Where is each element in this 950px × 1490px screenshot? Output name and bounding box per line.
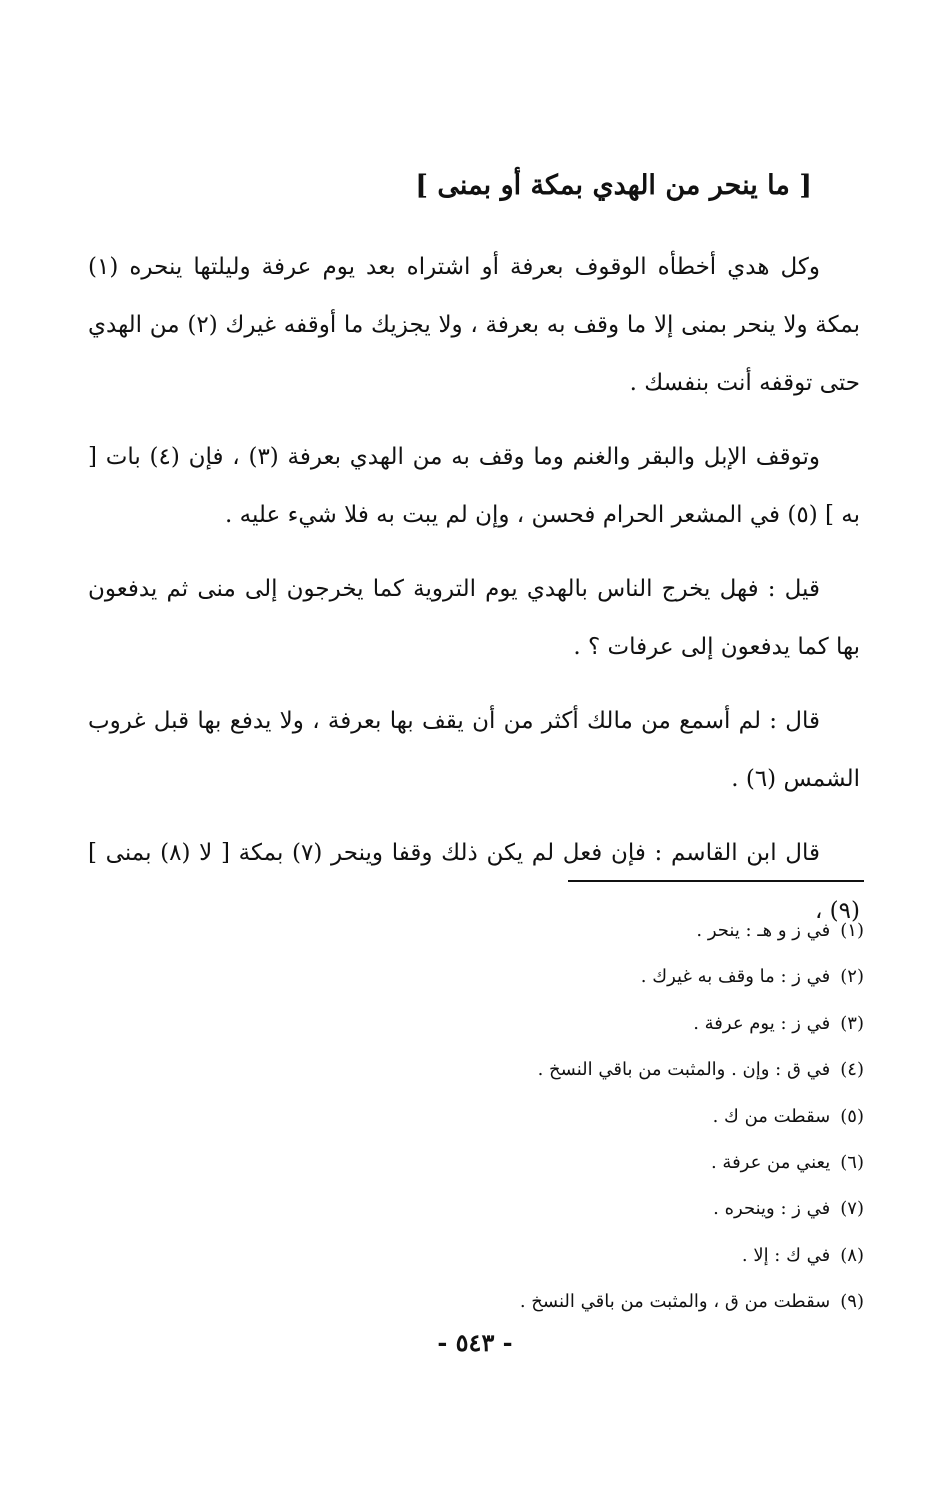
footnote-text: في ز و هـ : ينحر . (696, 920, 831, 941)
footnote-number: (٦) (840, 1151, 864, 1173)
footnote-text: سقطت من ق ، والمثبت من باقي النسخ . (519, 1291, 831, 1313)
paragraph-text: وكل هدي أخطأه الوقوف بعرفة أو اشتراه بعد يوم عرفة وليلتها ينحره (١) بمكة ولا ينحر بمنى إلا ما وقف به بعرفة ، ولا يجزيك ما أوقفه غيرك (٢) من الهدي حتى توقفه أنت بنفسك . (88, 254, 861, 396)
footnote-separator (568, 880, 864, 882)
footnote-number: (٨) (840, 1244, 864, 1266)
paragraph (88, 692, 860, 808)
paragraph (88, 238, 860, 412)
footnotes (520, 908, 864, 1326)
footnote-number: (٢) (840, 966, 864, 988)
section-heading: [ ما ينحر من الهدي بمكة أو بمنى ] (415, 170, 812, 201)
footnote-text: يعني من عرفة . (710, 1151, 831, 1173)
footnote (520, 1279, 864, 1325)
footnote (520, 1186, 864, 1232)
page-number: - ٥٤٣ - (437, 1328, 513, 1357)
paragraph (88, 560, 860, 676)
footnote (520, 954, 864, 1000)
footnote-text: في ز : ما وقف به غيرك . (640, 966, 831, 988)
footnote-text: في ك : إلا . (741, 1244, 831, 1266)
paragraph-text: قال ابن القاسم : فإن فعل لم يكن ذلك وقفا وينحر (٧) بمكة [ لا (٨) بمنى ] (٩) ، (88, 840, 860, 924)
footnote-text: في ق : وإن . والمثبت من باقي النسخ . (537, 1059, 831, 1081)
footnote-number: (٣) (840, 1012, 864, 1034)
footnote (520, 908, 864, 954)
footnote-text: سقطت من ك . (712, 1105, 831, 1127)
footnote-number: (٤) (840, 1059, 864, 1081)
footnote (520, 1047, 864, 1093)
footnote-number: (٩) (840, 1291, 864, 1313)
footnote (520, 1140, 864, 1186)
footnote (520, 1233, 864, 1279)
footnote-text: في ز : يوم عرفة . (693, 1012, 831, 1034)
paragraph-text: قال : لم أسمع من مالك أكثر من أن يقف بها بعرفة ، ولا يدفع بها قبل غروب الشمس (٦) . (88, 708, 860, 792)
paragraph (88, 428, 860, 544)
footnote (520, 1094, 864, 1140)
paragraph-text: قيل : فهل يخرج الناس بالهدي يوم التروية كما يخرجون إلى منى ثم يدفعون بها كما يدفعون إلى عرفات ؟ . (88, 576, 860, 660)
footnote-text: في ز : وينحره . (713, 1198, 831, 1220)
paragraph-text: وتوقف الإبل والبقر والغنم وما وقف به من الهدي بعرفة (٣) ، فإن (٤) بات [ به ] (٥) في المشعر الحرام فحسن ، وإن لم يبت به فلا شيء عليه . (88, 444, 860, 528)
footnote-number: (٧) (840, 1198, 864, 1220)
footnote-number: (١) (840, 920, 864, 941)
footnote (520, 1001, 864, 1047)
footnote-number: (٥) (840, 1105, 864, 1127)
main-text (88, 238, 860, 956)
